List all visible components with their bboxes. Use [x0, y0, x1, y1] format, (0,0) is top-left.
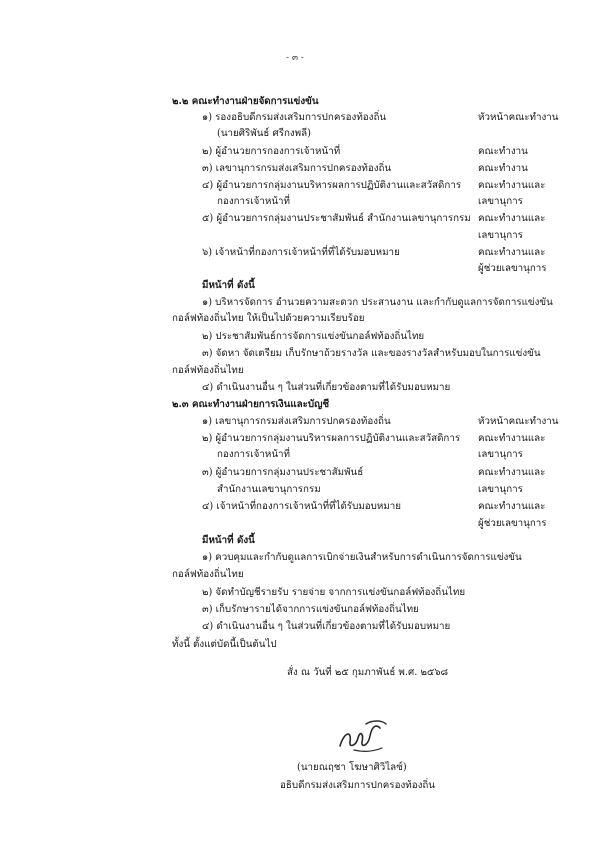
- s22-member-4-role: คณะทำงานและ: [478, 180, 546, 191]
- s22-duty-1: ๑) บริหารจัดการ อำนวยความสะดวก ประสานงาน และกำกับดูแลการจัดการแข่งขัน: [202, 297, 553, 308]
- s22-member-3: ๓) เลขานุการกรมส่งเสริมการปกครองท้องถิ่น: [202, 163, 392, 174]
- s22-member-5: ๕) ผู้อำนวยการกลุ่มงานประชาสัมพันธ์ สำนักงานเลขานุการกรม: [202, 213, 471, 224]
- s22-member-2: ๒) ผู้อำนวยการกองการเจ้าหน้าที่: [202, 146, 341, 157]
- signature-mark: [336, 716, 388, 756]
- s23-member-1-role: หัวหน้าคณะทำงาน: [478, 416, 559, 427]
- section-2-3-heading: ๒.๓ คณะทำงานฝ่ายการเงินและบัญชี: [172, 399, 330, 410]
- s22-duty-3: ๓) จัดหา จัดเตรียม เก็บรักษาถ้วยรางวัล และของรางวัลสำหรับมอบในการแข่งขัน: [202, 348, 541, 359]
- s22-member-2-role: คณะทำงาน: [478, 146, 528, 157]
- s23-duty-3: ๓) เก็บรักษารายได้จากการแข่งขันกอล์ฟท้องถิ่นไทย: [202, 604, 419, 615]
- s22-member-6: ๖) เจ้าหน้าที่กองการเจ้าหน้าที่ที่ได้รับมอบหมาย: [202, 247, 400, 258]
- s22-member-1-name: (นายศิริพันธ์ ศรีกงพลี): [217, 128, 311, 139]
- signer-title: อธิบดีกรมส่งเสริมการปกครองท้องถิ่น: [280, 780, 435, 791]
- s23-duty-1-cont: กอล์ฟท้องถิ่นไทย: [172, 569, 244, 580]
- s23-member-3: ๓) ผู้อำนวยการกลุ่มงานประชาสัมพันธ์: [202, 467, 364, 478]
- s23-duty-4: ๔) ดำเนินงานอื่น ๆ ในส่วนที่เกี่ยวข้องตามที่ได้รับมอบหมาย: [202, 621, 451, 632]
- signer-name: (นายณฤชา โฆษาศิวิไลซ์): [297, 762, 407, 773]
- s22-member-1: ๑) รองอธิบดีกรมส่งเสริมการปกครองท้องถิ่น: [202, 112, 387, 123]
- s23-member-2: ๒) ผู้อำนวยการกลุ่มงานบริหารผลการปฏิบัติงานและสวัสดิการ: [202, 433, 461, 444]
- s22-member-6-role-2: ผู้ช่วยเลขานุการ: [478, 263, 547, 274]
- s23-member-2-role: คณะทำงานและ: [478, 433, 546, 444]
- s23-member-2-cont: กองการเจ้าหน้าที่: [217, 449, 290, 460]
- page-number: - ๓ -: [286, 53, 304, 63]
- s22-duty-3-cont: กอล์ฟท้องถิ่นไทย: [172, 365, 244, 376]
- s23-duty-1: ๑) ควบคุมและกำกับดูแลการเบิกจ่ายเงินสำหรับการดำเนินการจัดการแข่งขัน: [202, 552, 522, 563]
- s22-member-5-role-2: เลขานุการ: [478, 230, 523, 241]
- effective-clause: ทั้งนี้ ตั้งแต่บัดนี้เป็นต้นไป: [172, 639, 277, 650]
- s23-duty-2: ๒) จัดทำบัญชีรายรับ รายจ่าย จากการแข่งขันกอล์ฟท้องถิ่นไทย: [202, 587, 466, 598]
- s23-member-3-role-2: เลขานุการ: [478, 484, 523, 495]
- s23-member-4: ๔) เจ้าหน้าที่กองการเจ้าหน้าที่ที่ได้รับมอบหมาย: [202, 501, 401, 512]
- s23-member-2-role-2: เลขานุการ: [478, 449, 523, 460]
- s22-duty-1-cont: กอล์ฟท้องถิ่นไทย ให้เป็นไปด้วยความเรียบร้อย: [172, 313, 365, 324]
- section-2-2-heading: ๒.๒ คณะทำงานฝ่ายจัดการแข่งขัน: [172, 96, 319, 107]
- order-date: สั่ง ณ วันที่ ๒๕ กุมภาพันธ์ พ.ศ. ๒๕๖๘: [287, 667, 449, 678]
- s22-duties-heading: มีหน้าที่ ดังนี้: [202, 280, 255, 291]
- s22-member-4-role-2: เลขานุการ: [478, 196, 523, 207]
- s23-member-1: ๑) เลขานุการกรมส่งเสริมการปกครองท้องถิ่น: [202, 416, 391, 427]
- s22-duty-4: ๔) ดำเนินงานอื่น ๆ ในส่วนที่เกี่ยวข้องตามที่ได้รับมอบหมาย: [202, 382, 451, 393]
- s22-member-4-cont: กองการเจ้าหน้าที่: [217, 196, 290, 207]
- s23-member-4-role: คณะทำงานและ: [478, 501, 546, 512]
- s22-member-3-role: คณะทำงาน: [478, 163, 528, 174]
- s22-member-6-role: คณะทำงานและ: [478, 247, 546, 258]
- s23-member-3-cont: สำนักงานเลขานุการกรม: [217, 484, 321, 495]
- s22-member-5-role: คณะทำงานและ: [478, 213, 546, 224]
- s22-duty-2: ๒) ประชาสัมพันธ์การจัดการแข่งขันกอล์ฟท้องถิ่นไทย: [202, 331, 425, 342]
- s22-member-1-role: หัวหน้าคณะทำงาน: [478, 112, 559, 123]
- s22-member-4: ๔) ผู้อำนวยการกลุ่มงานบริหารผลการปฏิบัติงานและสวัสดิการ: [202, 180, 462, 191]
- s23-member-3-role: คณะทำงานและ: [478, 467, 546, 478]
- s23-duties-heading: มีหน้าที่ ดังนี้: [202, 535, 255, 546]
- s23-member-4-role-2: ผู้ช่วยเลขานุการ: [478, 518, 547, 529]
